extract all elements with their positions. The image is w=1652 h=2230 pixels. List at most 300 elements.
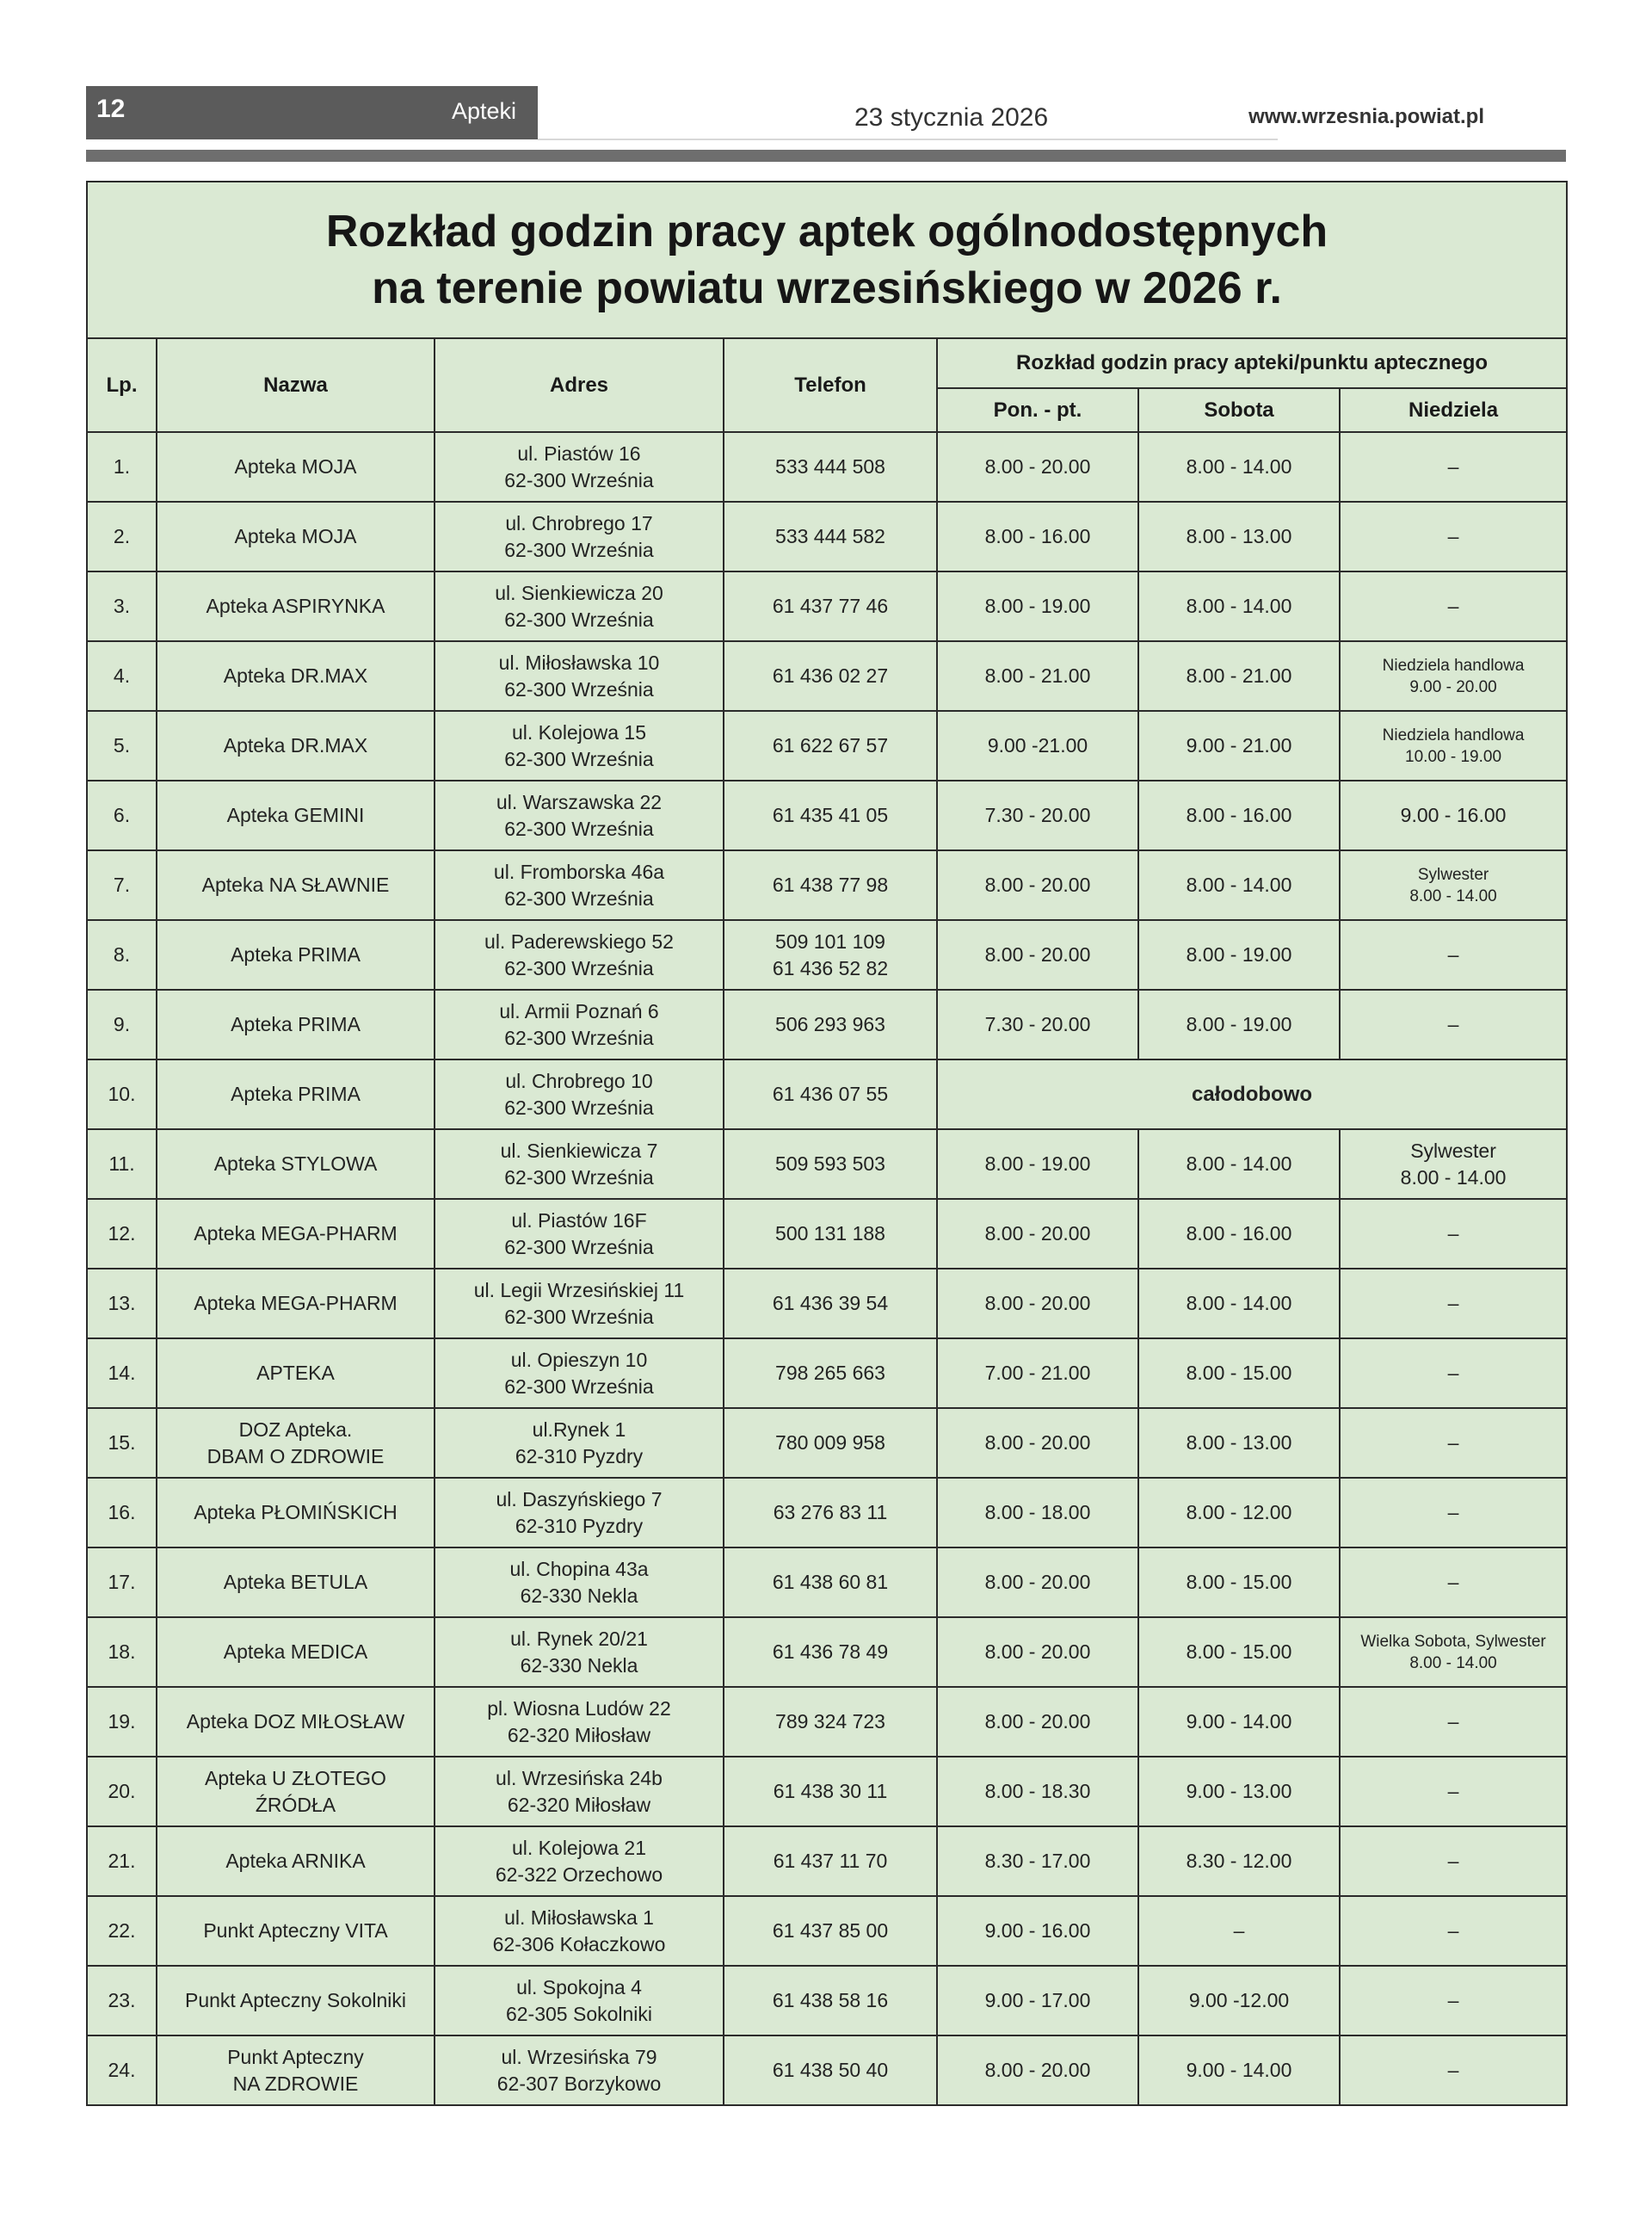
pharmacy-phone-line: 61 437 77 46 [772, 595, 889, 617]
hours-sunday-line: – [1447, 943, 1459, 966]
pharmacy-address-line: 62-300 Września [504, 1374, 654, 1398]
pharmacy-phone-line: 61 438 30 11 [773, 1780, 888, 1802]
hours-sunday [1340, 502, 1567, 571]
pharmacy-name-line: Apteka DR.MAX [223, 664, 368, 687]
pharmacy-address [435, 571, 724, 641]
table-row [87, 1757, 1567, 1826]
hours-saturday: 8.00 - 19.00 [1138, 920, 1340, 990]
table-row [87, 641, 1567, 711]
pharmacy-address-line: 62-330 Nekla [520, 1584, 638, 1607]
hours-sunday [1340, 2035, 1567, 2105]
hours-weekdays: 9.00 - 17.00 [937, 1966, 1138, 2035]
pharmacy-address-line: ul. Wrzesińska 79 [501, 2045, 657, 2068]
table-row [87, 571, 1567, 641]
pharmacy-address [435, 641, 724, 711]
pharmacy-name [157, 990, 435, 1059]
hours-sunday-line: – [1447, 1501, 1459, 1523]
hours-weekdays: 8.00 - 20.00 [937, 1199, 1138, 1269]
row-number: 15. [87, 1408, 157, 1478]
website-url: www.wrzesnia.powiat.pl [1248, 105, 1484, 128]
pharmacy-phone [724, 1966, 937, 2035]
hours-saturday: 8.00 - 12.00 [1138, 1478, 1340, 1547]
row-number: 14. [87, 1338, 157, 1408]
pharmacy-address-line: ul. Miłosławska 10 [498, 651, 660, 674]
col-header-address: Adres [435, 338, 724, 432]
row-number: 18. [87, 1617, 157, 1687]
hours-sunday-line: – [1447, 1222, 1459, 1245]
pharmacy-name [157, 1687, 435, 1757]
row-number: 16. [87, 1478, 157, 1547]
hours-saturday: 9.00 - 13.00 [1138, 1757, 1340, 1826]
pharmacy-address-line: ul. Piastów 16 [517, 442, 641, 465]
hours-sunday [1340, 850, 1567, 920]
pharmacy-address [435, 781, 724, 850]
pharmacy-name-line: ŹRÓDŁA [255, 1793, 336, 1816]
hours-saturday: 9.00 -12.00 [1138, 1966, 1340, 2035]
page-number: 12 [96, 95, 126, 123]
pharmacy-phone-line: 61 435 41 05 [772, 804, 889, 826]
pharmacy-address-line: 62-300 Września [504, 1235, 654, 1258]
pharmacy-phone [724, 1199, 937, 1269]
pharmacy-phone-line: 500 131 188 [775, 1222, 885, 1245]
hours-allday: całodobowo [937, 1059, 1567, 1129]
pharmacy-address [435, 1687, 724, 1757]
section-name: Apteki [452, 98, 517, 124]
hours-weekdays: 8.00 - 20.00 [937, 1687, 1138, 1757]
pharmacy-phone-line: 506 293 963 [775, 1013, 885, 1035]
pharmacy-address-line: ul. Fromborska 46a [493, 860, 665, 883]
pharmacy-address [435, 1617, 724, 1687]
header-rule [86, 150, 1566, 162]
header-bar [86, 86, 538, 139]
pharmacy-address-line: 62-320 Miłosław [507, 1723, 651, 1746]
pharmacy-name-line: Apteka U ZŁOTEGO [205, 1766, 386, 1789]
hours-sunday-line: 9.00 - 20.00 [1409, 677, 1497, 696]
hours-saturday: 8.30 - 12.00 [1138, 1826, 1340, 1896]
hours-saturday: 8.00 - 21.00 [1138, 641, 1340, 711]
hours-sunday [1340, 1547, 1567, 1617]
row-number: 21. [87, 1826, 157, 1896]
hours-weekdays: 8.00 - 21.00 [937, 641, 1138, 711]
pharmacy-phone [724, 781, 937, 850]
hours-sunday [1340, 1129, 1567, 1199]
hours-saturday: 8.00 - 14.00 [1138, 432, 1340, 502]
pharmacy-phone [724, 1338, 937, 1408]
pharmacy-name [157, 1478, 435, 1547]
pharmacy-address-line: ul. Opieszyn 10 [510, 1348, 648, 1371]
hours-saturday: 8.00 - 16.00 [1138, 781, 1340, 850]
hours-saturday: 9.00 - 21.00 [1138, 711, 1340, 781]
pharmacy-address [435, 990, 724, 1059]
row-number: 6. [87, 781, 157, 850]
pharmacy-phone [724, 2035, 937, 2105]
pharmacy-name [157, 571, 435, 641]
pharmacy-name-line: Apteka MOJA [234, 525, 357, 547]
pharmacy-address-line: ul. Sienkiewicza 7 [500, 1139, 658, 1162]
hours-sunday-line: – [1447, 1710, 1459, 1733]
pharmacy-phone [724, 1059, 937, 1129]
pharmacy-name-line: DOZ Apteka. [238, 1418, 353, 1441]
table-row [87, 2035, 1567, 2105]
hours-sunday-line: – [1447, 1780, 1459, 1802]
hours-saturday: 8.00 - 13.00 [1138, 502, 1340, 571]
pharmacy-address-line: 62-300 Września [504, 956, 654, 979]
pharmacy-address-line: ul. Spokojna 4 [516, 1975, 642, 1998]
hours-weekdays: 7.30 - 20.00 [937, 781, 1138, 850]
pharmacy-name [157, 1129, 435, 1199]
pharmacy-address-line: 62-300 Września [504, 468, 654, 491]
pharmacy-address-line: 62-300 Września [504, 1096, 654, 1119]
hours-sunday-line: – [1447, 2059, 1459, 2081]
pharmacy-address-line: 62-330 Nekla [520, 1653, 638, 1677]
pharmacy-name [157, 1269, 435, 1338]
pharmacy-address [435, 1129, 724, 1199]
row-number: 9. [87, 990, 157, 1059]
pharmacy-name-line: Apteka MEGA-PHARM [194, 1292, 398, 1314]
pharmacy-name [157, 711, 435, 781]
pharmacy-phone-line: 61 622 67 57 [772, 734, 889, 757]
pharmacy-phone-line: 61 437 11 70 [773, 1850, 888, 1872]
hours-weekdays: 7.30 - 20.00 [937, 990, 1138, 1059]
hours-sunday [1340, 990, 1567, 1059]
hours-saturday: 9.00 - 14.00 [1138, 2035, 1340, 2105]
table-row [87, 1896, 1567, 1966]
row-number: 3. [87, 571, 157, 641]
table-row [87, 850, 1567, 920]
pharmacy-phone [724, 502, 937, 571]
row-number: 4. [87, 641, 157, 711]
pharmacy-name-line: Apteka DR.MAX [223, 734, 368, 757]
table-row [87, 1408, 1567, 1478]
pharmacy-phone [724, 1547, 937, 1617]
pharmacy-name-line: Apteka PRIMA [231, 1013, 361, 1035]
page-header [86, 86, 1566, 164]
pharmacy-address-line: ul.Rynek 1 [532, 1418, 626, 1441]
pharmacy-name-line: Apteka MEDICA [223, 1640, 368, 1663]
hours-weekdays: 8.30 - 17.00 [937, 1826, 1138, 1896]
pharmacy-address-line: 62-305 Sokolniki [505, 2002, 653, 2025]
pharmacy-phone-line: 61 436 52 82 [772, 956, 889, 979]
pharmacy-hours-table [86, 181, 1568, 2106]
hours-sunday [1340, 1408, 1567, 1478]
pharmacy-name-line: Apteka PŁOMIŃSKICH [194, 1501, 398, 1523]
hours-sunday [1340, 1757, 1567, 1826]
hours-sunday [1340, 432, 1567, 502]
hours-saturday: 8.00 - 19.00 [1138, 990, 1340, 1059]
table-row [87, 1059, 1567, 1129]
row-number: 19. [87, 1687, 157, 1757]
hours-sunday [1340, 1896, 1567, 1966]
pharmacy-address-line: ul. Legii Wrzesińskiej 11 [473, 1278, 685, 1301]
table-row [87, 781, 1567, 850]
hours-weekdays: 8.00 - 20.00 [937, 1408, 1138, 1478]
table-row [87, 1687, 1567, 1757]
table-row [87, 1199, 1567, 1269]
pharmacy-name-line: Apteka MEGA-PHARM [194, 1222, 398, 1245]
pharmacy-phone [724, 641, 937, 711]
table-row [87, 1617, 1567, 1687]
pharmacy-address [435, 711, 724, 781]
pharmacy-address [435, 1478, 724, 1547]
pharmacy-phone [724, 990, 937, 1059]
pharmacy-address-line: ul. Kolejowa 15 [512, 720, 646, 744]
pharmacy-address [435, 1896, 724, 1966]
hours-sunday [1340, 1199, 1567, 1269]
pharmacy-address-line: ul. Kolejowa 21 [512, 1836, 646, 1859]
hours-weekdays: 8.00 - 20.00 [937, 432, 1138, 502]
pharmacy-address [435, 2035, 724, 2105]
pharmacy-name [157, 432, 435, 502]
pharmacy-name [157, 1826, 435, 1896]
hours-saturday: 8.00 - 16.00 [1138, 1199, 1340, 1269]
table-row [87, 1547, 1567, 1617]
hours-weekdays: 8.00 - 18.00 [937, 1478, 1138, 1547]
pharmacy-phone [724, 1478, 937, 1547]
pharmacy-address-line: 62-310 Pyzdry [515, 1444, 644, 1467]
pharmacy-phone [724, 1269, 937, 1338]
pharmacy-address [435, 1826, 724, 1896]
row-number: 7. [87, 850, 157, 920]
pharmacy-name [157, 1338, 435, 1408]
hours-saturday: 8.00 - 14.00 [1138, 1129, 1340, 1199]
pharmacy-phone-line: 533 444 508 [775, 455, 885, 478]
hours-sunday [1340, 1826, 1567, 1896]
hours-sunday-line: Sylwester [1417, 865, 1489, 884]
pharmacy-address-line: ul. Wrzesińska 24b [496, 1766, 663, 1789]
hours-sunday-line: – [1447, 525, 1459, 547]
pharmacy-address-line: 62-300 Września [504, 747, 654, 770]
row-number: 24. [87, 2035, 157, 2105]
hours-sunday [1340, 641, 1567, 711]
hours-saturday: 8.00 - 14.00 [1138, 1269, 1340, 1338]
pharmacy-phone-line: 61 436 02 27 [772, 664, 889, 687]
hours-saturday: – [1138, 1896, 1340, 1966]
hours-sunday-line: – [1447, 1850, 1459, 1872]
hours-sunday [1340, 1269, 1567, 1338]
col-header-schedule: Rozkład godzin pracy apteki/punktu aptecznego [937, 338, 1567, 388]
pharmacy-phone-line: 61 438 60 81 [772, 1571, 889, 1593]
pharmacy-name-line: NA ZDROWIE [232, 2072, 359, 2095]
row-number: 20. [87, 1757, 157, 1826]
hours-weekdays: 8.00 - 18.30 [937, 1757, 1138, 1826]
pharmacy-phone [724, 1687, 937, 1757]
pharmacy-phone [724, 432, 937, 502]
hours-weekdays: 8.00 - 20.00 [937, 1617, 1138, 1687]
pharmacy-name [157, 781, 435, 850]
table-row [87, 1129, 1567, 1199]
pharmacy-address-line: ul. Warszawska 22 [496, 790, 663, 813]
hours-sunday-line: Niedziela handlowa [1382, 726, 1525, 744]
pharmacy-address-line: ul. Chopina 43a [509, 1557, 649, 1580]
hours-sunday [1340, 1478, 1567, 1547]
hours-sunday-line: 10.00 - 19.00 [1405, 747, 1502, 766]
pharmacy-name [157, 850, 435, 920]
hours-sunday-line: – [1447, 1919, 1459, 1942]
col-header-name: Nazwa [157, 338, 435, 432]
table-row [87, 502, 1567, 571]
pharmacy-address-line: 62-300 Września [504, 1305, 654, 1328]
row-number: 13. [87, 1269, 157, 1338]
hours-weekdays: 7.00 - 21.00 [937, 1338, 1138, 1408]
pharmacy-name-line: Punkt Apteczny Sokolniki [185, 1989, 406, 2011]
pharmacy-phone [724, 1757, 937, 1826]
pharmacy-address-line: 62-300 Września [504, 608, 654, 631]
table-title [87, 182, 1567, 338]
pharmacy-name-line: Apteka PRIMA [231, 1083, 361, 1105]
pharmacy-phone-line: 509 593 503 [775, 1152, 885, 1175]
col-header-lp: Lp. [87, 338, 157, 432]
row-number: 23. [87, 1966, 157, 2035]
pharmacy-name-line: APTEKA [256, 1362, 335, 1384]
hours-sunday-line: – [1447, 1571, 1459, 1593]
hours-sunday [1340, 1617, 1567, 1687]
row-number: 17. [87, 1547, 157, 1617]
pharmacy-address-line: 62-320 Miłosław [507, 1793, 651, 1816]
title-line-2: na terenie powiatu wrzesińskiego w 2026 r. [372, 263, 1282, 313]
hours-saturday: 8.00 - 14.00 [1138, 571, 1340, 641]
table-row [87, 920, 1567, 990]
hours-sunday [1340, 711, 1567, 781]
pharmacy-phone-line: 789 324 723 [775, 1710, 885, 1733]
pharmacy-address-line: pl. Wiosna Ludów 22 [487, 1696, 671, 1720]
col-header-phone: Telefon [724, 338, 937, 432]
pharmacy-address [435, 432, 724, 502]
table-row [87, 1966, 1567, 2035]
pharmacy-name-line: Punkt Apteczny VITA [203, 1919, 388, 1942]
pharmacy-address-line: ul. Chrobrego 17 [505, 511, 653, 534]
hours-weekdays: 8.00 - 16.00 [937, 502, 1138, 571]
hours-saturday: 8.00 - 14.00 [1138, 850, 1340, 920]
pharmacy-name [157, 1199, 435, 1269]
pharmacy-table-wrapper [86, 181, 1566, 2106]
hours-sunday-line: 9.00 - 16.00 [1400, 804, 1507, 826]
pharmacy-phone [724, 1617, 937, 1687]
hours-weekdays: 8.00 - 20.00 [937, 2035, 1138, 2105]
pharmacy-address-line: 62-307 Borzykowo [496, 2072, 662, 2095]
pharmacy-address-line: 62-300 Września [504, 817, 654, 840]
hours-saturday: 8.00 - 15.00 [1138, 1338, 1340, 1408]
pharmacy-address-line: ul. Miłosławska 1 [504, 1906, 654, 1929]
pharmacy-name-line: Apteka STYLOWA [213, 1152, 378, 1175]
hours-sunday-line: – [1447, 455, 1459, 478]
hours-sunday-line: – [1447, 1292, 1459, 1314]
pharmacy-address [435, 920, 724, 990]
pharmacy-address [435, 1547, 724, 1617]
hours-sunday [1340, 1966, 1567, 2035]
pharmacy-phone [724, 1896, 937, 1966]
pharmacy-name [157, 1966, 435, 2035]
pharmacy-phone-line: 780 009 958 [775, 1431, 885, 1454]
pharmacy-phone [724, 1129, 937, 1199]
hours-sunday [1340, 920, 1567, 990]
hours-saturday: 8.00 - 15.00 [1138, 1547, 1340, 1617]
table-row [87, 1338, 1567, 1408]
pharmacy-phone-line: 509 101 109 [775, 930, 885, 953]
pharmacy-phone-line: 61 438 50 40 [772, 2059, 889, 2081]
pharmacy-address-line: ul. Piastów 16F [511, 1208, 647, 1232]
hours-sunday-line: Sylwester [1410, 1139, 1496, 1162]
pharmacy-phone-line: 63 276 83 11 [773, 1501, 888, 1523]
pharmacy-phone [724, 571, 937, 641]
pharmacy-phone-line: 61 436 07 55 [772, 1083, 889, 1105]
pharmacy-name-line: DBAM O ZDROWIE [206, 1444, 385, 1467]
hours-weekdays: 8.00 - 20.00 [937, 1269, 1138, 1338]
pharmacy-phone [724, 1826, 937, 1896]
hours-sunday-line: 8.00 - 14.00 [1409, 1653, 1497, 1672]
hours-sunday-line: – [1447, 1013, 1459, 1035]
pharmacy-address [435, 1338, 724, 1408]
pharmacy-address-line: 62-322 Orzechowo [495, 1862, 663, 1886]
pharmacy-name [157, 1547, 435, 1617]
pharmacy-name-line: Apteka NA SŁAWNIE [201, 874, 390, 896]
pharmacy-phone-line: 61 436 39 54 [772, 1292, 889, 1314]
hours-weekdays: 8.00 - 20.00 [937, 850, 1138, 920]
pharmacy-address-line: 62-300 Września [504, 538, 654, 561]
hours-sunday-line: Wielka Sobota, Sylwester [1360, 1632, 1546, 1651]
pharmacy-name [157, 1896, 435, 1966]
pharmacy-name-line: Apteka GEMINI [226, 804, 365, 826]
hours-sunday-line: – [1447, 1362, 1459, 1384]
row-number: 10. [87, 1059, 157, 1129]
table-body [87, 432, 1567, 2105]
row-number: 11. [87, 1129, 157, 1199]
pharmacy-name-line: Punkt Apteczny [227, 2045, 364, 2068]
hours-sunday-line: Niedziela handlowa [1382, 656, 1525, 675]
pharmacy-phone-line: 61 437 85 00 [772, 1919, 889, 1942]
pharmacy-address [435, 1757, 724, 1826]
table-row [87, 990, 1567, 1059]
pharmacy-address-line: 62-300 Września [504, 677, 654, 701]
row-number: 22. [87, 1896, 157, 1966]
pharmacy-phone-line: 798 265 663 [775, 1362, 885, 1384]
pharmacy-address [435, 1059, 724, 1129]
hours-weekdays: 9.00 -21.00 [937, 711, 1138, 781]
pharmacy-address [435, 1966, 724, 2035]
hours-weekdays: 8.00 - 20.00 [937, 1547, 1138, 1617]
hours-sunday-line: – [1447, 1989, 1459, 2011]
pharmacy-name [157, 502, 435, 571]
pharmacy-name [157, 641, 435, 711]
pharmacy-address-line: 62-300 Września [504, 1026, 654, 1049]
pharmacy-phone [724, 850, 937, 920]
pharmacy-address [435, 1199, 724, 1269]
hours-sunday-line: – [1447, 595, 1459, 617]
table-row [87, 1478, 1567, 1547]
row-number: 5. [87, 711, 157, 781]
pharmacy-address-line: ul. Daszyńskiego 7 [496, 1487, 663, 1510]
pharmacy-phone-line: 533 444 582 [775, 525, 885, 547]
pharmacy-address-line: ul. Paderewskiego 52 [484, 930, 674, 953]
pharmacy-address-line: ul. Armii Poznań 6 [499, 999, 659, 1022]
header-underline [538, 139, 1278, 140]
table-row [87, 1269, 1567, 1338]
pharmacy-address-line: 62-300 Września [504, 886, 654, 910]
table-row [87, 432, 1567, 502]
title-line-1: Rozkład godzin pracy aptek ogólnodostępnych [325, 207, 1328, 256]
pharmacy-address-line: ul. Sienkiewicza 20 [495, 581, 663, 604]
pharmacy-address [435, 1408, 724, 1478]
row-number: 2. [87, 502, 157, 571]
pharmacy-address-line: ul. Chrobrego 10 [505, 1069, 653, 1092]
hours-weekdays: 8.00 - 19.00 [937, 1129, 1138, 1199]
pharmacy-phone-line: 61 438 77 98 [772, 874, 889, 896]
pharmacy-address [435, 1269, 724, 1338]
pharmacy-name-line: Apteka PRIMA [231, 943, 361, 966]
pharmacy-address [435, 850, 724, 920]
hours-sunday-line: 8.00 - 14.00 [1400, 1165, 1507, 1189]
pharmacy-phone-line: 61 438 58 16 [772, 1989, 889, 2011]
pharmacy-address-line: 62-300 Września [504, 1165, 654, 1189]
